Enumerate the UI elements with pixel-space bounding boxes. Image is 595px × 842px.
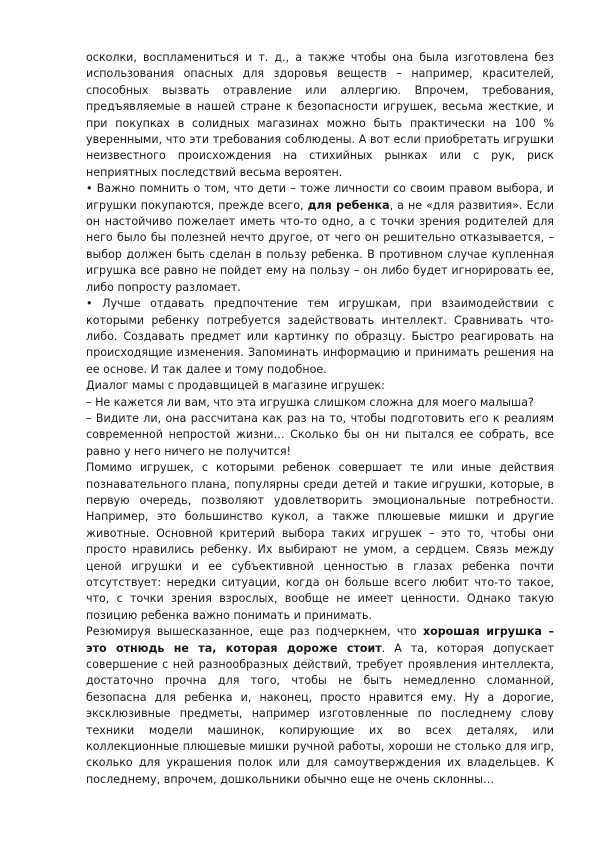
paragraph-summary	[86, 624, 554, 788]
paragraph-intellect-toys	[86, 296, 554, 378]
paragraph-toy-safety	[86, 50, 554, 181]
paragraph-emotional-toys	[86, 460, 554, 624]
text-segment: . А та, которая допускает совершение с ней разнообразных действий, требует проявления интеллекта, достаточно прочна для того, чтобы не быть немедленно сломанной, безопасна для ребенка и, наконец, просто нравится ему. Ну а дорогие, эксклюзивные предметы, например изготовленные по последнему слову техники модели машинок, копирующие их во всех деталях, или коллекционные плюшевые мишки ручной работы, хороши не столько для игр, сколько для украшения полок или для самоутверждения их владельцев. К последнему, впрочем, дошкольники обычно еще не очень склонны…	[86, 641, 554, 786]
text-segment: осколки, воспламениться и т. д., а также чтобы она была изготовлена без использования опасных для здоровья веществ – например, красителей, способных вызвать отравление или аллергию. Впрочем, требования, предъявляемые в нашей стране к безопасности игрушек, весьма жесткие, и при покупках в солидных магазинах можно быть практически на 100 % уверенными, что эти требования соблюдены. А вот если приобретать игрушки неизвестного происхождения на стихийных рынках или с рук, риск неприятных последствий весьма вероятен.	[86, 51, 554, 179]
text-segment: Резюмируя вышесказанное, еще раз подчеркнем, что	[86, 625, 423, 639]
paragraph-dialog-intro	[86, 378, 554, 394]
text-segment: – Не кажется ли вам, что эта игрушка слишком сложна для моего малыша?	[86, 395, 534, 409]
text-segment: , а не «для развития». Если он настойчиво пожелает иметь что-то одно, а с точки зрения родителей для него было бы полезней нечто другое, от чего он решительно отказывается, – выбор должен быть сделан в пользу ребенка. В противном случае купленная игрушка все равно не пойдет ему на пользу – он либо будет игнорировать ее, либо попросту разломает.	[86, 198, 554, 294]
text-segment: Помимо игрушек, с которыми ребенок совершает те или иные действия познавательного плана, популярны среди детей и такие игрушки, которые, в первую очередь, позволяют удовлетворить эмоциональные потребности. Например, это большинство кукол, а также плюшевые мишки и другие животные. Основной критерий выбора таких игрушек – это то, чтобы они просто нравились ребенку. Их выбирают не умом, а сердцем. Связь между ценой игрушки и ее субъективной ценностью в глазах ребенка почти отсутствует: нередки ситуации, когда он больше всего любит что-то такое, что, с точки зрения взрослых, вообще не имеет ценности. Однако такую позицию ребенка важно понимать и принимать.	[86, 461, 554, 622]
text-segment: Диалог мамы с продавщицей в магазине игрушек:	[86, 379, 385, 393]
text-segment: • Лучше отдавать предпочтение тем игрушкам, при взаимодействии с которыми ребенку потребуется задействовать интеллект. Сравнивать что-либо. Создавать предмет или картинку по образцу. Быстро реагировать на происходящие изменения. Запоминать информацию и принимать решения на ее основе. И так далее и тому подобное.	[86, 297, 554, 376]
paragraph-dialog-question	[86, 395, 554, 411]
text-segment: – Видите ли, она рассчитана как раз на то, чтобы подготовить его к реалиям современной непростой жизни… Сколько бы он ни пытался ее собрать, все равно у него ничего не получится!	[86, 411, 554, 458]
text-segment: • Важно помнить о том, что дети – тоже личности со своим правом выбора, и игрушки покупаются, прежде всего,	[86, 182, 554, 212]
emphasis-text: для ребенка	[307, 198, 390, 212]
emphasis-text: хорошая игрушка – это отнюдь не та, которая дороже стоит	[86, 625, 554, 655]
paragraph-dialog-answer	[86, 411, 554, 460]
paragraph-child-choice	[86, 181, 554, 296]
document-page	[86, 50, 554, 788]
